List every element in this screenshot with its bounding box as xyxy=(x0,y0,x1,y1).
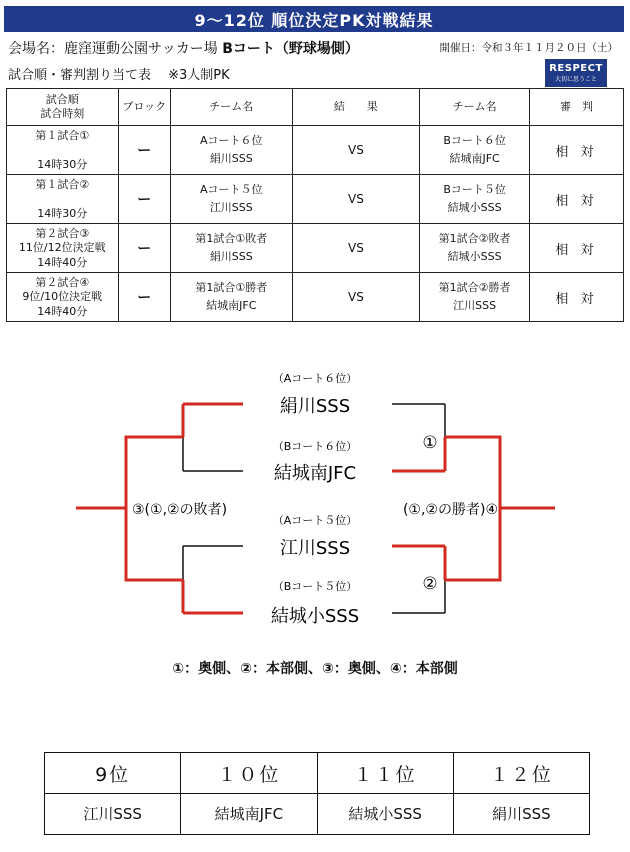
result-cell: VS xyxy=(292,126,420,175)
match-order-cell xyxy=(7,224,119,273)
block-cell: ー xyxy=(118,273,170,322)
rank-10: １０位 xyxy=(181,753,317,794)
winners-match-label: (①,②の勝者)④ xyxy=(402,502,498,518)
team1-seed: 第1試合①勝者 xyxy=(195,281,268,294)
respect-logo-text: RESPECT xyxy=(549,63,603,74)
result-cell: VS xyxy=(292,273,420,322)
final-results-table xyxy=(44,752,590,835)
match-time: 14時40分 xyxy=(37,256,88,269)
table-row xyxy=(7,224,624,273)
match-time: 14時30分 xyxy=(37,158,88,171)
rank-9: 9位 xyxy=(45,753,181,794)
referee-cell: 相 対 xyxy=(529,224,623,273)
page-title: 9～12位 順位決定PK対戦結果 xyxy=(4,6,624,32)
bracket-team-2: 結城南JFC xyxy=(273,463,357,484)
team1-cell xyxy=(171,224,293,273)
losers-match-label: ③(①,②の敗者) xyxy=(132,502,228,518)
match-order-cell xyxy=(7,126,119,175)
col-block-header: ブロック xyxy=(118,89,170,126)
match-time: 14時30分 xyxy=(37,207,88,220)
col-team1-header: チーム名 xyxy=(171,89,293,126)
match-order: 第１試合② xyxy=(35,178,90,191)
schedule-subheading: 試合順・審判割り当て表 ※3人制PK xyxy=(8,68,230,83)
col-result-header: 結 果 xyxy=(292,89,420,126)
venue-name: 会場名：鹿窪運動公園サッカー場 xyxy=(8,41,218,57)
match-order: 第２試合③ xyxy=(35,227,90,240)
venue-court: Bコート（野球場側） xyxy=(222,41,359,57)
table-row xyxy=(7,273,624,322)
team2-cell xyxy=(420,273,530,322)
team1-cell xyxy=(171,126,293,175)
bracket-legend: ①：奥側、②：本部側、③：奥側、④：本部側 xyxy=(172,661,458,677)
match-order: 第１試合① xyxy=(35,129,90,142)
match2-label: ② xyxy=(422,574,438,594)
team1-seed: 第1試合①敗者 xyxy=(195,232,268,245)
team2-name: 江川SSS xyxy=(453,299,497,312)
final-ranks-row xyxy=(45,753,590,794)
block-cell: ー xyxy=(118,126,170,175)
match-order-cell xyxy=(7,175,119,224)
team1-seed: Aコート６位 xyxy=(200,134,263,147)
result-cell: VS xyxy=(292,224,420,273)
team2-seed: 第1試合②敗者 xyxy=(438,232,511,245)
col-time-label: 試合時刻 xyxy=(40,107,85,120)
rank-12-team: 絹川SSS xyxy=(453,794,589,835)
tournament-bracket xyxy=(0,360,630,650)
block-cell: ー xyxy=(118,224,170,273)
table-row xyxy=(7,175,624,224)
rank-11: １１位 xyxy=(317,753,453,794)
team2-cell xyxy=(420,175,530,224)
match1-label: ① xyxy=(422,433,438,453)
col-order-label: 試合順 xyxy=(45,93,79,106)
bracket-seed-4: （Bコート５位） xyxy=(272,580,358,593)
bracket-seed-1: （Aコート６位） xyxy=(272,372,358,385)
final-teams-row xyxy=(45,794,590,835)
team2-cell xyxy=(420,126,530,175)
team2-seed: Bコート５位 xyxy=(443,183,506,196)
venue-info xyxy=(8,38,359,58)
match-order-cell xyxy=(7,273,119,322)
team2-cell xyxy=(420,224,530,273)
match-time: 14時40分 xyxy=(37,305,88,318)
schedule-table xyxy=(6,88,624,322)
block-cell: ー xyxy=(118,175,170,224)
col-team2-header: チーム名 xyxy=(420,89,530,126)
rank-11-team: 結城小SSS xyxy=(317,794,453,835)
team2-seed: 第1試合②勝者 xyxy=(438,281,511,294)
team1-seed: Aコート５位 xyxy=(200,183,263,196)
table-row xyxy=(7,126,624,175)
rank-12: １２位 xyxy=(453,753,589,794)
bracket-team-1: 絹川SSS xyxy=(279,396,351,417)
referee-cell: 相 対 xyxy=(529,175,623,224)
result-cell: VS xyxy=(292,175,420,224)
team2-name: 結城小SSS xyxy=(447,201,502,214)
respect-logo-subtext: 大切に思うこと xyxy=(554,76,597,83)
match-order: 第２試合④ xyxy=(35,276,90,289)
col-order-header xyxy=(7,89,119,126)
respect-logo xyxy=(545,59,607,87)
team1-name: 絹川SSS xyxy=(209,250,253,263)
bracket-team-4: 結城小SSS xyxy=(270,606,360,627)
team1-name: 絹川SSS xyxy=(209,152,253,165)
team1-name: 江川SSS xyxy=(209,201,253,214)
match-stage: 9位/10位決定戦 xyxy=(22,290,103,303)
bracket-seed-2: （Bコート６位） xyxy=(272,440,358,453)
referee-cell: 相 対 xyxy=(529,273,623,322)
bracket-seed-3: （Aコート５位） xyxy=(272,514,358,527)
team2-name: 結城南JFC xyxy=(449,152,500,165)
rank-9-team: 江川SSS xyxy=(45,794,181,835)
team1-cell xyxy=(171,273,293,322)
referee-cell: 相 対 xyxy=(529,126,623,175)
team1-name: 結城南JFC xyxy=(206,299,257,312)
col-referee-header: 審 判 xyxy=(529,89,623,126)
team2-seed: Bコート６位 xyxy=(443,134,506,147)
event-date: 開催日：令和３年１１月２０日（土） xyxy=(439,42,618,54)
team1-cell xyxy=(171,175,293,224)
bracket-team-3: 江川SSS xyxy=(279,538,351,559)
team2-name: 結城小SSS xyxy=(447,250,502,263)
schedule-header-row xyxy=(7,89,624,126)
match-stage: 11位/12位決定戦 xyxy=(18,241,106,254)
rank-10-team: 結城南JFC xyxy=(181,794,317,835)
